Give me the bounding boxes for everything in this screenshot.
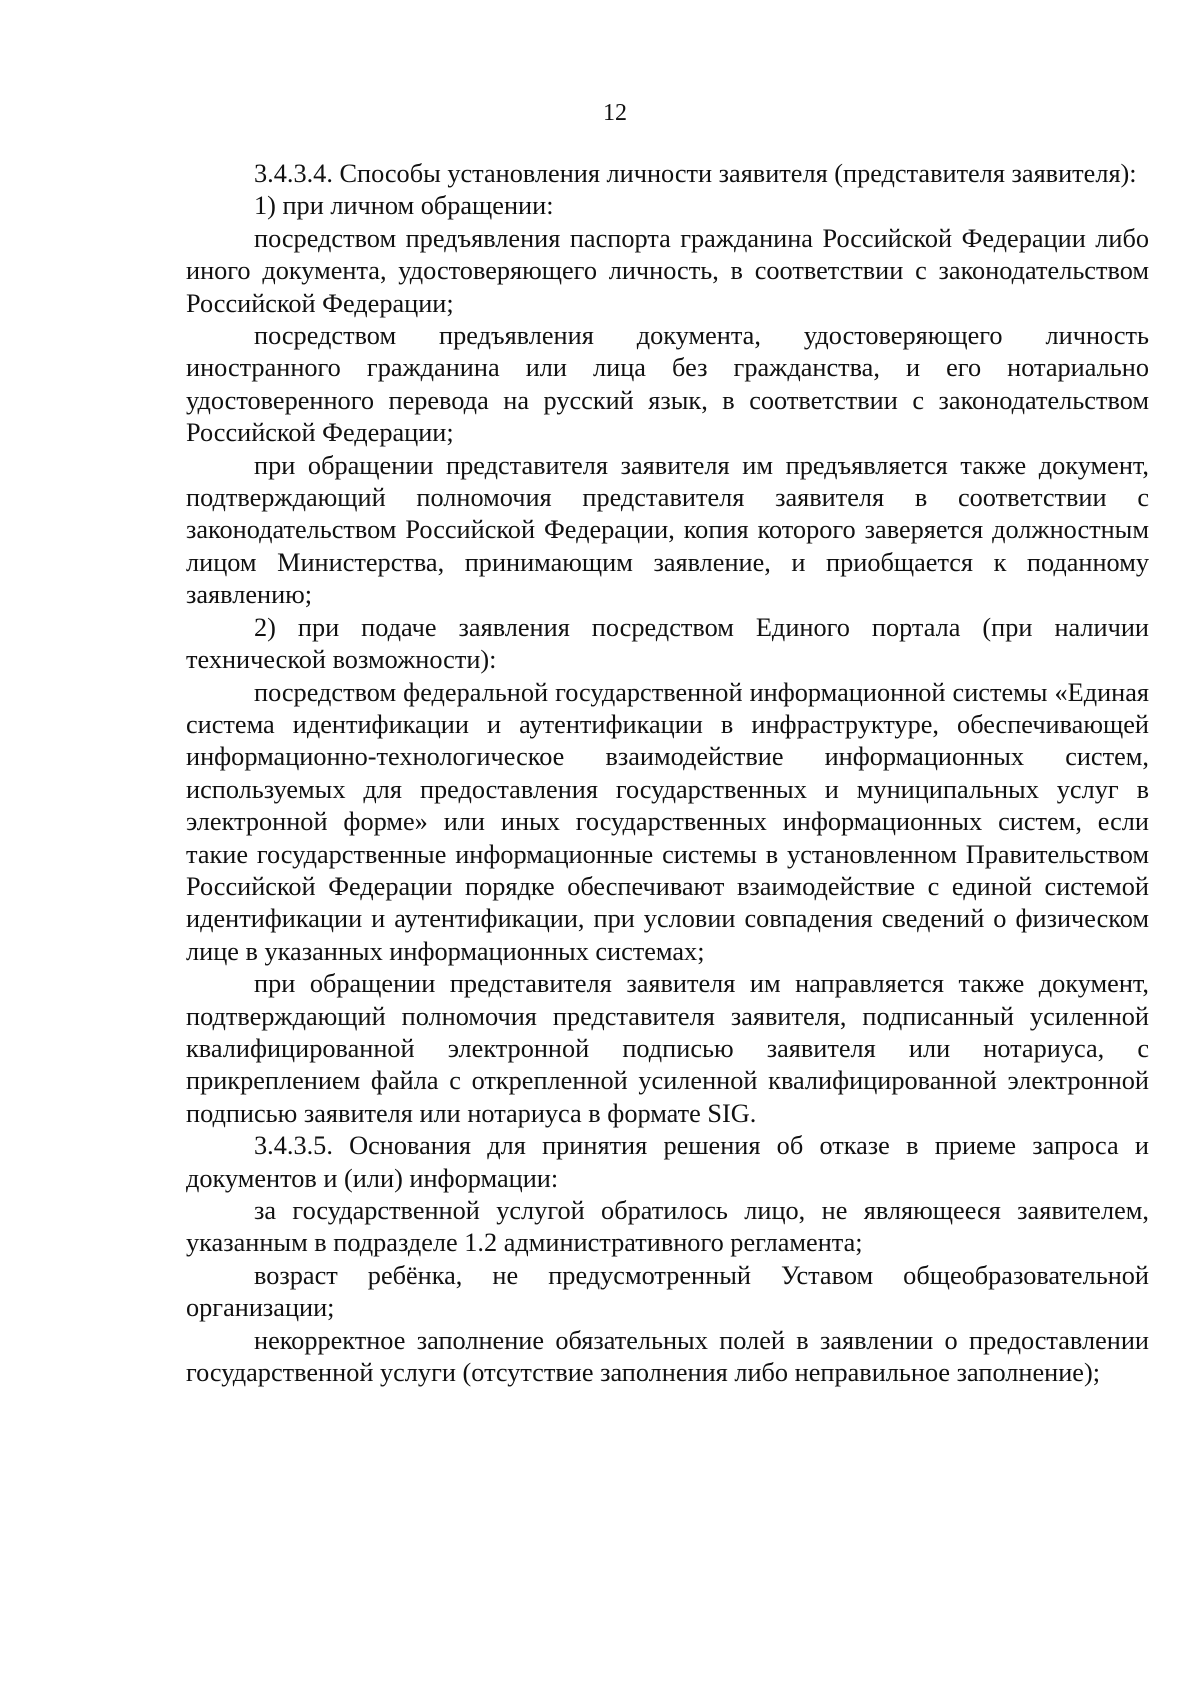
paragraph-incorrect-fields: некорректное заполнение обязательных полей в заявлении о предоставлении государственной услуги (отсутствие заполнения либо неправильное заполнение); bbox=[186, 1325, 1149, 1388]
paragraph-personal-visit: 1) при личном обращении: bbox=[254, 191, 554, 221]
paragraph-representative-signature: при обращении представителя заявителя им направляется также документ, подтверждающий полномочия представителя заявителя, подписанный усиленной квалифицированной электронной подписью заявителя или нотариуса, с прикреплением файла с открепленной усиленной квалифицированной электронной подписью заявителя или нотариуса в формате SIG. bbox=[186, 969, 1149, 1128]
paragraph-child-age: возраст ребёнка, не предусмотренный Уставом общеобразовательной организации; bbox=[186, 1260, 1149, 1323]
document-body bbox=[186, 158, 1149, 1389]
paragraph-foreign-document: посредством предъявления документа, удостоверяющего личность иностранного гражданина или лица без гражданства, и его нотариально удостоверенного перевода на русский язык, в соответствии с законодательством Российской Федерации; bbox=[186, 321, 1149, 448]
paragraph-esia: посредством федеральной государственной информационной системы «Единая система идентификации и аутентификации в инфраструктуре, обеспечивающей информационно-технологическое взаимодействие информационных систем, используемых для предоставления государственных и муниципальных услуг в электронной форме» или иных государственных информационных систем, если такие государственные информационные системы в установленном Правительством Российской Федерации порядке обеспечивают взаимодействие с единой системой идентификации и аутентификации, при условии совпадения сведений о физическом лице в указанных информационных системах; bbox=[186, 677, 1149, 966]
paragraph-unified-portal: 2) при подаче заявления посредством Единого портала (при наличии технической возможности): bbox=[186, 612, 1149, 675]
paragraph-not-applicant: за государственной услугой обратилось лицо, не являющееся заявителем, указанным в подразделе 1.2 административного регламента; bbox=[186, 1196, 1149, 1258]
paragraph-3-4-3-5-heading: 3.4.3.5. Основания для принятия решения об отказе в приеме запроса и документов и (или) информации: bbox=[186, 1131, 1149, 1193]
paragraph-representative-document: при обращении представителя заявителя им предъявляется также документ, подтверждающий полномочия представителя заявителя в соответствии с законодательством Российской Федерации, копия которого заверяется должностным лицом Министерства, принимающим заявление, и приобщается к поданному заявлению; bbox=[186, 450, 1149, 610]
paragraph-passport: посредством предъявления паспорта гражданина Российской Федерации либо иного документа, удостоверяющего личность, в соответствии с законодательством Российской Федерации; bbox=[186, 223, 1149, 318]
page-number: 12 bbox=[603, 100, 627, 126]
paragraph-3-4-3-4-heading: 3.4.3.4. Способы установления личности заявителя (представителя заявителя): bbox=[254, 159, 1137, 188]
